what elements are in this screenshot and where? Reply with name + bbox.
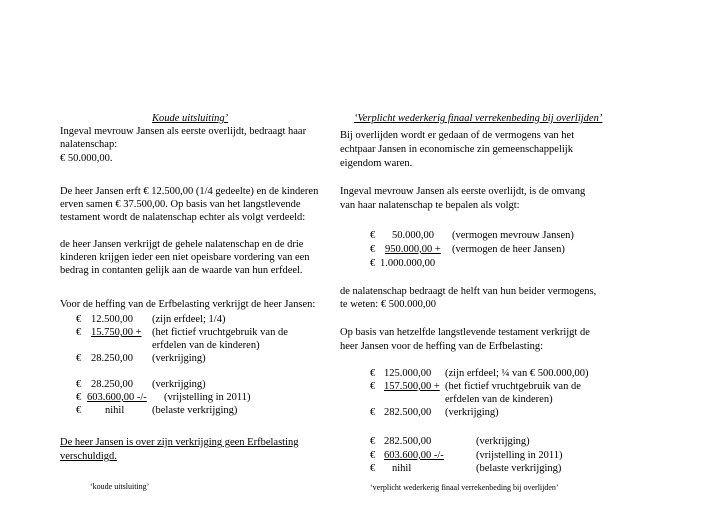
amount-description: (zijn erfdeel; 1/4) bbox=[152, 314, 226, 325]
right-heading: ‘Verplicht wederkerig finaal verrekenbeding bij overlijden’ bbox=[354, 113, 603, 124]
right-paragraph-line: Ingeval mevrouw Jansen als eerste overlijdt, is de omvang bbox=[340, 186, 586, 197]
left-paragraph-line: De heer Jansen erft € 12.500,00 (1/4 gedeelte) en de kinderen bbox=[60, 186, 319, 197]
currency-symbol: € bbox=[76, 392, 82, 403]
amount: 15.750,00 + bbox=[91, 327, 142, 338]
left-paragraph-line: kinderen krijgen ieder een niet opeisbare vordering van een bbox=[60, 252, 310, 263]
amount: 28.250,00 bbox=[91, 379, 133, 390]
left-paragraph-line: bedrag in contanten gelijk aan de waarde van hun erfdeel. bbox=[60, 265, 303, 276]
amount-description: (verkrijging) bbox=[152, 353, 206, 364]
currency-symbol: € bbox=[370, 368, 376, 379]
currency-symbol: € bbox=[76, 327, 82, 338]
left-paragraph-line: erven samen € 37.500,00. Op basis van het langstlevende bbox=[60, 199, 301, 210]
right-footer: ‘verplicht wederkerig finaal verrekenbeding bij overlijden’ bbox=[370, 483, 559, 492]
amount: 950.000,00 + bbox=[385, 244, 441, 255]
amount: 1.000.000,00 bbox=[380, 258, 436, 269]
amount-description: (het fictief vruchtgebruik van de bbox=[152, 327, 288, 338]
currency-symbol: € bbox=[370, 230, 376, 241]
conclusion-line: De heer Jansen is over zijn verkrijging geen Erfbelasting bbox=[60, 437, 299, 448]
amount-description: (het fictief vruchtgebruik van de bbox=[445, 381, 581, 392]
amount-description: (verkrijging) bbox=[445, 407, 499, 418]
currency-symbol: € bbox=[370, 407, 376, 418]
amount-description: (belaste verkrijging) bbox=[152, 405, 238, 416]
currency-symbol: € bbox=[370, 450, 376, 461]
left-heading: Koude uitsluiting’ bbox=[152, 113, 229, 124]
right-intro-line: Bij overlijden wordt er gedaan of de vermogens van het bbox=[340, 130, 575, 141]
left-paragraph-line: testament wordt de nalatenschap echter als volgt verdeeld: bbox=[60, 212, 306, 223]
amount-description: (vermogen mevrouw Jansen) bbox=[452, 230, 574, 241]
amount-description: (vrijstelling in 2011) bbox=[476, 450, 563, 461]
right-paragraph-line: heer Jansen voor de heffing van de Erfbelasting: bbox=[340, 341, 544, 352]
amount-description: erfdelen van de kinderen) bbox=[445, 394, 553, 405]
right-paragraph-line: de nalatenschap bedraagt de helft van hun beider vermogens, bbox=[340, 286, 597, 297]
left-footer: ‘koude uitsluiting’ bbox=[90, 482, 150, 491]
amount: 603.600,00 -/- bbox=[384, 450, 444, 461]
amount: 603.600,00 -/- bbox=[87, 392, 147, 403]
left-intro-line: nalatenschap: bbox=[60, 139, 118, 150]
amount-description: (vrijstelling in 2011) bbox=[164, 392, 251, 403]
amount: 282.500,00 bbox=[384, 407, 432, 418]
left-intro-line: Ingeval mevrouw Jansen als eerste overlijdt, bedraagt haar bbox=[60, 126, 307, 137]
currency-symbol: € bbox=[370, 258, 376, 269]
right-paragraph-line: Op basis van hetzelfde langstlevende testament verkrijgt de bbox=[340, 327, 590, 338]
amount: 12.500,00 bbox=[91, 314, 133, 325]
currency-symbol: € bbox=[370, 436, 376, 447]
conclusion-line: verschuldigd. bbox=[60, 451, 117, 462]
currency-symbol: € bbox=[370, 463, 376, 474]
amount-description: (verkrijging) bbox=[476, 436, 530, 447]
amount: nihil bbox=[392, 463, 412, 474]
currency-symbol: € bbox=[370, 381, 376, 392]
amount: 157.500,00 + bbox=[384, 381, 440, 392]
right-intro-line: echtpaar Jansen in economische zin gemeenschappelijk bbox=[340, 144, 573, 155]
amount: 125.000,00 bbox=[384, 368, 432, 379]
amount-description: (verkrijging) bbox=[152, 379, 206, 390]
left-intro-line: € 50.000,00. bbox=[60, 153, 113, 164]
currency-symbol: € bbox=[76, 379, 82, 390]
left-paragraph-line: de heer Jansen verkrijgt de gehele nalatenschap en de drie bbox=[60, 239, 304, 250]
right-paragraph-line: te weten: € 500.000,00 bbox=[340, 299, 436, 310]
amount-description: (zijn erfdeel; ¼ van € 500.000,00) bbox=[445, 368, 589, 379]
currency-symbol: € bbox=[76, 314, 82, 325]
currency-symbol: € bbox=[76, 405, 82, 416]
amount-description: (belaste verkrijging) bbox=[476, 463, 562, 474]
amount-description: (vermogen de heer Jansen) bbox=[452, 244, 565, 255]
amount: 282.500,00 bbox=[384, 436, 432, 447]
right-intro-line: eigendom waren. bbox=[340, 158, 413, 169]
currency-symbol: € bbox=[76, 353, 82, 364]
amount: 50.000,00 bbox=[392, 230, 434, 241]
amount-description: erfdelen van de kinderen) bbox=[152, 340, 260, 351]
currency-symbol: € bbox=[370, 244, 376, 255]
left-paragraph-line: Voor de heffing van de Erfbelasting verkrijgt de heer Jansen: bbox=[60, 299, 316, 310]
amount: nihil bbox=[105, 405, 125, 416]
amount: 28.250,00 bbox=[91, 353, 133, 364]
right-paragraph-line: van haar nalatenschap te bepalen als volgt: bbox=[340, 200, 520, 211]
